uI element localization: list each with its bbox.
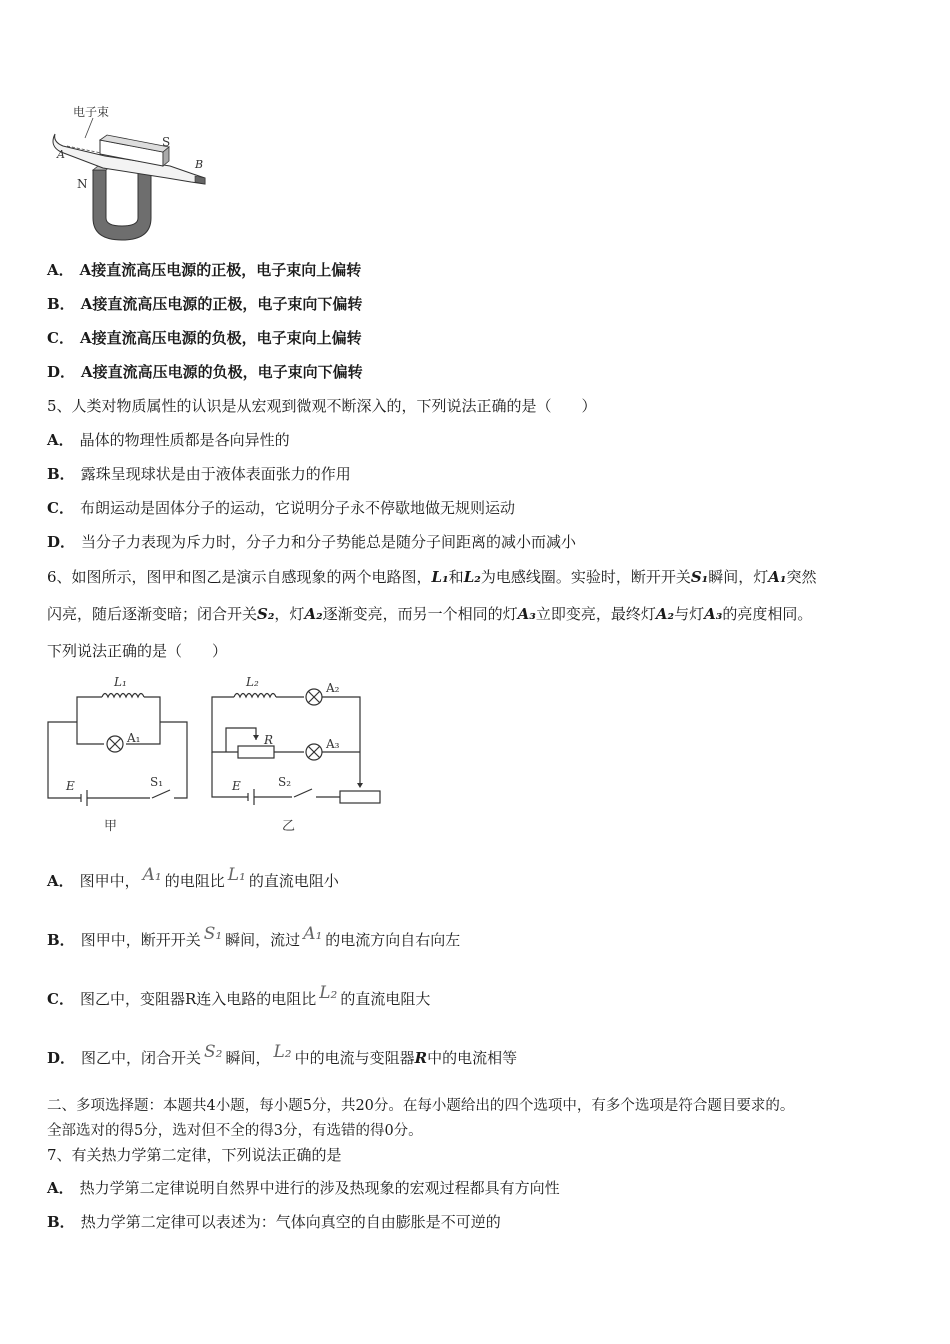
q7-option-b: B． 热力学第二定律可以表述为：气体向真空的自由膨胀是不可逆的 bbox=[47, 1213, 501, 1231]
q4-option-c: C． A接直流高压电源的负极，电子束向上偏转 bbox=[47, 329, 362, 347]
q6-option-d: D． 图乙中，闭合开关 S₂ 瞬间， L₂ 中的电流与变阻器R中的电流相等 bbox=[47, 1042, 518, 1067]
circuit-label-a2: A₂ bbox=[326, 681, 340, 695]
label-n: N bbox=[77, 177, 88, 191]
section2-line1: 二、多项选择题：本题共4小题，每小题5分，共20分。在每小题给出的四个选项中，有多个选项是符合题目要求的。 bbox=[47, 1098, 795, 1114]
q6-option-a: A． 图甲中， A₁ 的电阻比 L₁ 的直流电阻小 bbox=[47, 865, 339, 890]
q6-stem-line2: 闪亮，随后逐渐变暗；闭合开关S₂，灯A₂逐渐变亮，而另一个相同的灯A₃立即变亮，最终灯A₂与灯A₃的亮度相同。 bbox=[47, 605, 813, 623]
q6-option-c: C． 图乙中，变阻器R连入电路的电阻比 L₂ 的直流电阻大 bbox=[47, 983, 431, 1008]
section2-line2: 全部选对的得5分，选对但不全的得3分，有选错的得0分。 bbox=[47, 1123, 423, 1139]
q4-option-d: D． A接直流高压电源的负极，电子束向下偏转 bbox=[47, 363, 363, 381]
q6-stem-line3: 下列说法正确的是（ ） bbox=[47, 642, 228, 660]
circuit-label-s1: S₁ bbox=[150, 775, 164, 789]
q5-option-b: B． 露珠呈现球状是由于液体表面张力的作用 bbox=[47, 465, 351, 483]
circuit-label-l1: L₁ bbox=[114, 675, 127, 689]
circuit-label-jia: 甲 bbox=[104, 819, 118, 834]
q4-option-b: B． A接直流高压电源的正极，电子束向下偏转 bbox=[47, 295, 363, 313]
label-a: A bbox=[57, 148, 65, 161]
label-electron-beam: 电子束 bbox=[73, 105, 110, 119]
circuit-label-e1: E bbox=[66, 779, 75, 793]
circuit-label-r: R bbox=[264, 733, 274, 747]
label-b: B bbox=[195, 158, 204, 171]
q5-option-c: C． 布朗运动是固体分子的运动，它说明分子永不停歇地做无规则运动 bbox=[47, 499, 515, 517]
q4-option-a: A． A接直流高压电源的正极，电子束向上偏转 bbox=[47, 261, 362, 279]
circuit-diagram bbox=[42, 672, 392, 837]
circuit-label-l2: L₂ bbox=[246, 675, 259, 689]
circuit-label-a1: A₁ bbox=[127, 731, 141, 745]
circuit-label-e2: E bbox=[232, 779, 241, 793]
q5-stem: 5、人类对物质属性的认识是从宏观到微观不断深入的，下列说法正确的是（ ） bbox=[47, 397, 597, 415]
q6-option-b: B． 图甲中，断开开关 S₁ 瞬间，流过 A₁ 的电流方向自右向左 bbox=[47, 924, 461, 949]
circuit-label-s2: S₂ bbox=[278, 775, 292, 789]
circuit-label-a3: A₃ bbox=[326, 737, 340, 751]
q5-option-a: A． 晶体的物理性质都是各向异性的 bbox=[47, 431, 290, 449]
q7-option-a: A． 热力学第二定律说明自然界中进行的涉及热现象的宏观过程都具有方向性 bbox=[47, 1179, 560, 1197]
label-s: S bbox=[162, 135, 171, 149]
q7-stem: 7、有关热力学第二定律，下列说法正确的是 bbox=[47, 1146, 342, 1164]
circuit-label-yi: 乙 bbox=[282, 819, 296, 834]
q6-stem-line1: 6、如图所示，图甲和图乙是演示自感现象的两个电路图，L₁和L₂为电感线圈。实验时，断开开关S₁瞬间，灯A₁突然 bbox=[47, 568, 817, 586]
electron-beam-figure bbox=[45, 100, 220, 245]
q5-option-d: D． 当分子力表现为斥力时，分子力和分子势能总是随分子间距离的减小而减小 bbox=[47, 533, 577, 551]
